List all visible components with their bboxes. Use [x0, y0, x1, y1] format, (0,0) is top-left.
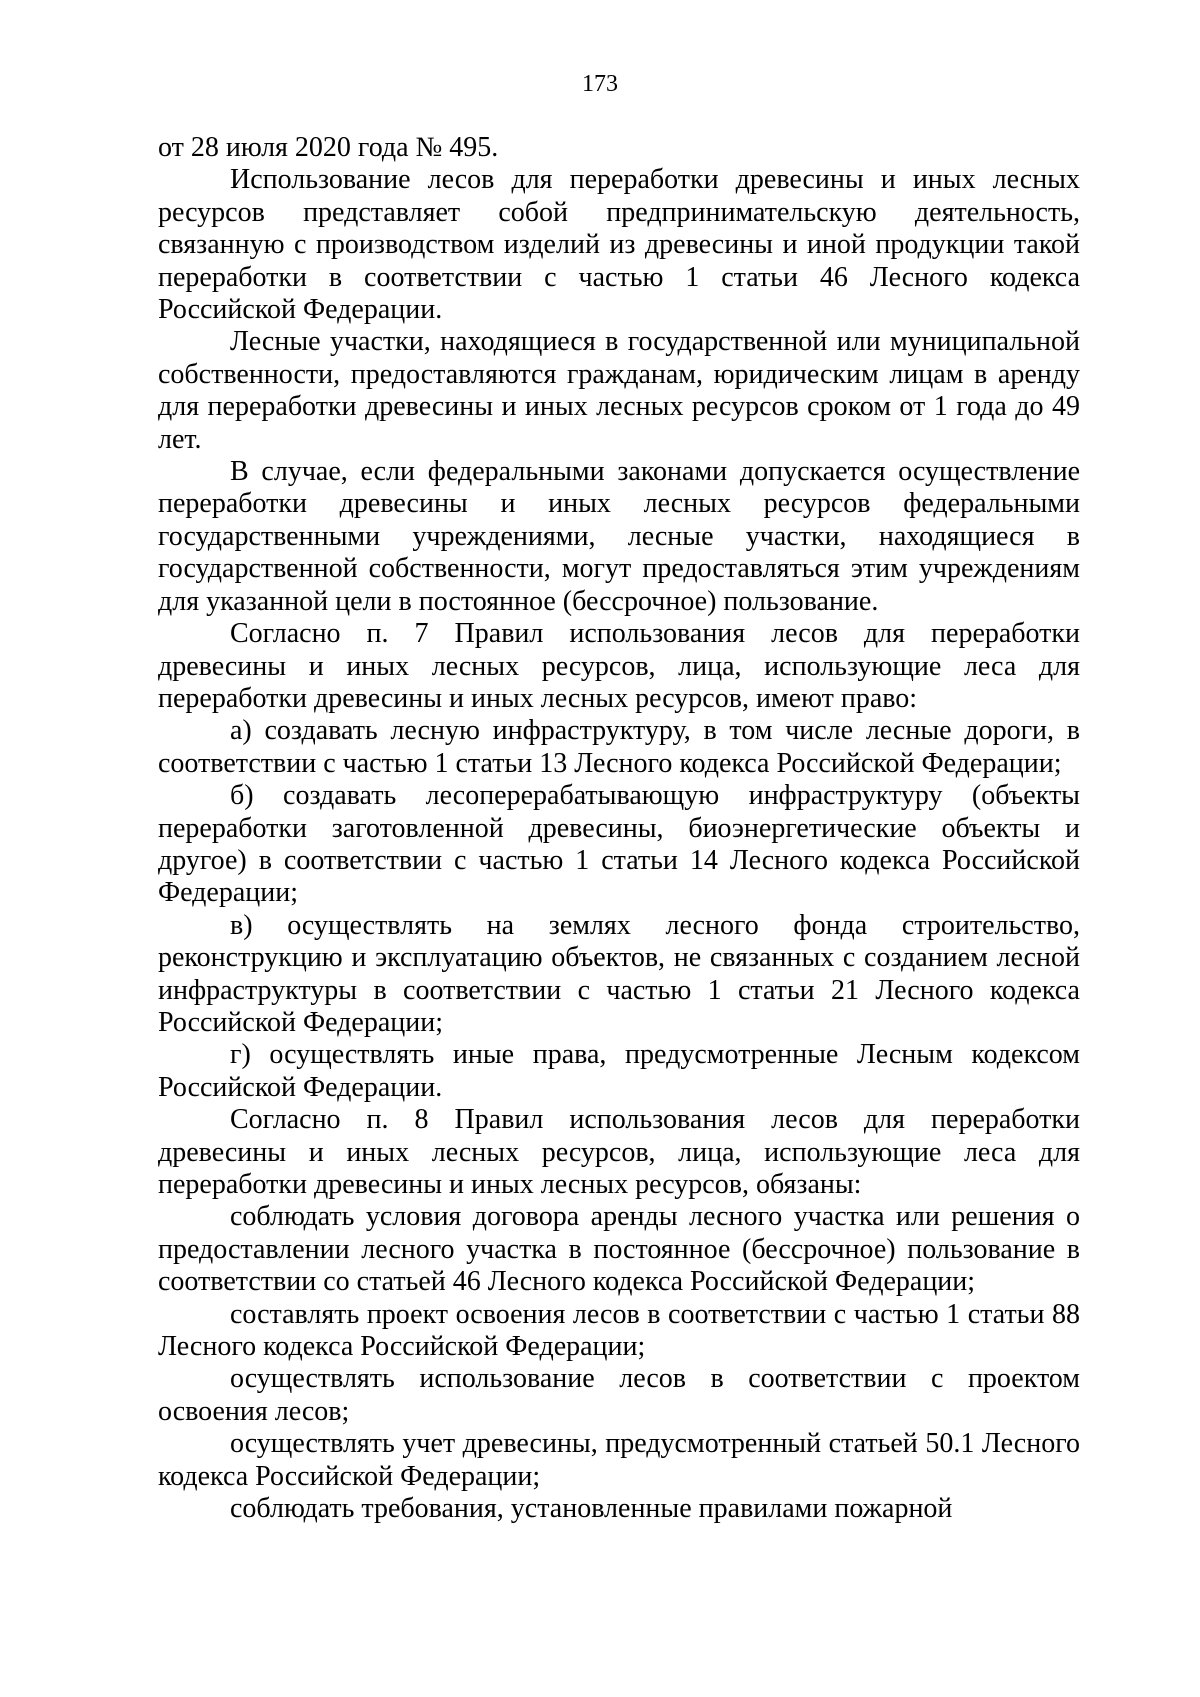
- paragraph-right-d: г) осуществлять иные права, предусмотренные Лесным кодексом Российской Федерации.: [158, 1039, 1080, 1103]
- paragraph-obligations-intro: Согласно п. 8 Правил использования лесов для переработки древесины и иных лесных ресурсов, лица, использующие леса для переработки древесины и иных лесных ресурсов, обязаны:: [158, 1104, 1080, 1200]
- paragraph-right-b: б) создавать лесоперерабатывающую инфраструктуру (объекты переработки заготовленной древесины, биоэнергетические объекты и другое) в соответствии с частью 1 статьи 14 Лесного кодекса Российской Федерации;: [158, 780, 1080, 909]
- paragraph-lease-terms: Лесные участки, находящиеся в государственной или муниципальной собственности, предоставляются гражданам, юридическим лицам в аренду для переработки древесины и иных лесных ресурсов сроком от 1 года до 49 лет.: [158, 326, 1080, 455]
- paragraph-obligation-use: осуществлять использование лесов в соответствии с проектом освоения лесов;: [158, 1363, 1080, 1427]
- page-number: 173: [582, 71, 618, 97]
- paragraph-obligation-lease: соблюдать условия договора аренды лесного участка или решения о предоставлении лесного участка в постоянное (бессрочное) пользование в соответствии со статьей 46 Лесного кодекса Российской Федерации;: [158, 1201, 1080, 1298]
- paragraph-rights-intro: Согласно п. 7 Правил использования лесов для переработки древесины и иных лесных ресурсов, лица, использующие леса для переработки древесины и иных лесных ресурсов, имеют право:: [158, 618, 1080, 714]
- paragraph-right-a: а) создавать лесную инфраструктуру, в том числе лесные дороги, в соответствии с частью 1 статьи 13 Лесного кодекса Российской Федерации;: [158, 715, 1080, 779]
- paragraph-right-c: в) осуществлять на землях лесного фонда строительство, реконструкцию и эксплуатацию объектов, не связанных с созданием лесной инфраструктуры в соответствии с частью 1 статьи 21 Лесного кодекса Российской Федерации;: [158, 909, 1080, 1038]
- paragraph-obligation-accounting: осуществлять учет древесины, предусмотренный статьей 50.1 Лесного кодекса Российской Федерации;: [158, 1428, 1080, 1492]
- paragraph-continuation: от 28 июля 2020 года № 495.: [158, 132, 499, 163]
- body-text: [158, 132, 1080, 1525]
- paragraph-obligation-project: составлять проект освоения лесов в соответствии с частью 1 статьи 88 Лесного кодекса Российской Федерации;: [158, 1298, 1080, 1363]
- paragraph-obligation-fire: соблюдать требования, установленные правилами пожарной: [230, 1493, 953, 1525]
- paragraph-federal-institutions: В случае, если федеральными законами допускается осуществление переработки древесины и иных лесных ресурсов федеральными государственными учреждениями, лесные участки, находящиеся в государственной собственности, могут предоставляться этим учреждениям для указанной цели в постоянное (бессрочное) пользование.: [158, 456, 1080, 617]
- paragraph-forest-use-definition: Использование лесов для переработки древесины и иных лесных ресурсов представляет собой предпринимательскую деятельность, связанную с производством изделий из древесины и иной продукции такой переработки в соответствии с частью 1 статьи 46 Лесного кодекса Российской Федерации.: [158, 164, 1080, 326]
